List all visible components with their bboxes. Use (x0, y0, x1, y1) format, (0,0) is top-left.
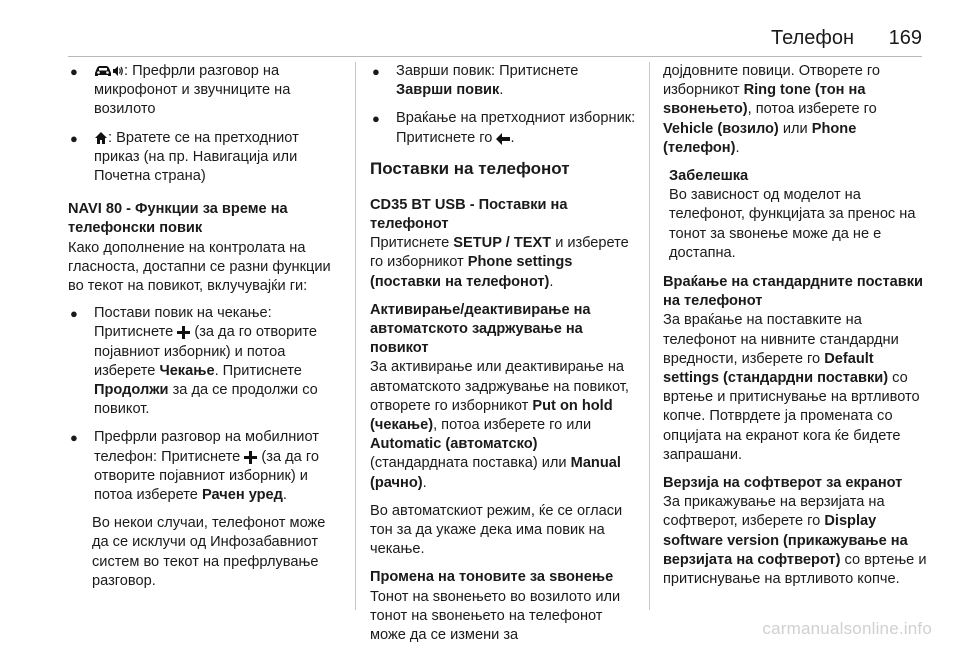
section-heading: CD35 BT USB - Поставки на телефонот (370, 196, 568, 233)
note-box (669, 167, 929, 263)
list-item: ● : Вратете се на претходниот приказ (на пр. Навигација или Почетна страна) (70, 129, 299, 185)
paragraph: Во автоматскиот режим, ќе се огласи тон за да укаже дека има повик на чекање. (370, 502, 623, 558)
list-item: ● Заврши повик: Притиснете Заврши повик. (372, 63, 579, 99)
plus-icon (177, 324, 190, 340)
paragraph: Како дополнение на контролата на гласноста, достапни се разни функции во текот на повикот, вклучувајќи ги: (68, 239, 331, 295)
paragraph: Тонот на ѕвонењето во возилото или тонот на ѕвонењето на телефонот може да се измени за (370, 588, 621, 644)
car-speaker-icon (94, 63, 124, 79)
page-number: 169 (888, 27, 922, 49)
section-heading: Промена на тоновите за ѕвонење (370, 569, 614, 586)
plus-icon (244, 449, 257, 465)
bullet: ● (372, 111, 380, 127)
header-divider (68, 56, 922, 57)
note-text: Во зависност од моделот на телефонот, функцијата за пренос на тонот за ѕвонење може да не е достапна. (669, 187, 916, 261)
paragraph: дојдовните повици. Отворете го изборникот Ring tone (тон на ѕвонењето), потоа изберете го Vehicle (возило) или Phone (телефон). (663, 63, 881, 156)
section-heading: Активирање/деактивирање на автоматското задржување на повикот (370, 301, 591, 357)
list-item: ● Враќање на претходниот изборник: Притиснете го . (372, 110, 636, 146)
column-divider (649, 62, 650, 610)
section-heading: Верзија на софтверот за екранот (663, 475, 903, 492)
bullet: ● (70, 130, 78, 146)
section-title: Поставки на телефонот (370, 158, 570, 178)
paragraph: За прикажување на верзијата на софтверот, изберете го Display software version (прикажување на верзијата на софтверот) со вртење и притиснување на вртливото копче. (663, 494, 927, 588)
list-item: ● Постави повик на чекање: Притиснете (за да го отворите појавниот изборник) и потоа изберете Чекање. Притиснете Продолжи за да се продолжи со повикот. (70, 305, 318, 418)
bullet: ● (70, 430, 78, 446)
column-right (663, 62, 929, 598)
section-heading: Враќање на стандардните поставки на телефонот (663, 274, 924, 310)
back-arrow-icon (496, 130, 510, 146)
bullet: ● (70, 306, 78, 322)
column-left (68, 62, 344, 600)
page-title: Телефон (771, 27, 854, 49)
home-icon (94, 130, 108, 146)
paragraph: Притиснете SETUP / TEXT и изберете го изборникот Phone settings (поставки на телефонот). (370, 235, 629, 290)
list-item: ● Префрли разговор на мобилниот телефон: Притиснете (за да го отворите појавниот изборник) и потоа изберете Рачен уред. (70, 429, 319, 504)
column-divider (355, 62, 356, 610)
list-item: ● : Префрли разговор на микрофонот и звучниците на возилото (70, 63, 291, 118)
section-heading: NAVI 80 - Функции за време на телефонски повик (68, 201, 288, 237)
paragraph: За враќање на поставките на телефонот на нивните стандардни вредности, изберете го Default settings (стандардни поставки) со вртење и притиснување на вртливото копче. Потврдете ја промената со опцијата на екранот кога ќе бидете запрашани. (663, 312, 920, 463)
bullet: ● (372, 64, 380, 79)
paragraph: За активирање или деактивирање на автоматското задржување на повикот, отворете го изборникот Put on hold (чекање), потоа изберете го или Automatic (автоматско) (стандардната поставка) или Manual (рачно). (370, 359, 629, 491)
note-title: Забелешка (669, 168, 749, 185)
column-middle (370, 62, 636, 654)
paragraph: Во некои случаи, телефонот може да се исклучи од Инфозабавниот систем во текот на префрлување разговор. (92, 515, 326, 589)
watermark: carmanualsonline.info (762, 618, 932, 638)
page-header (0, 0, 960, 54)
bullet: ● (70, 64, 78, 79)
